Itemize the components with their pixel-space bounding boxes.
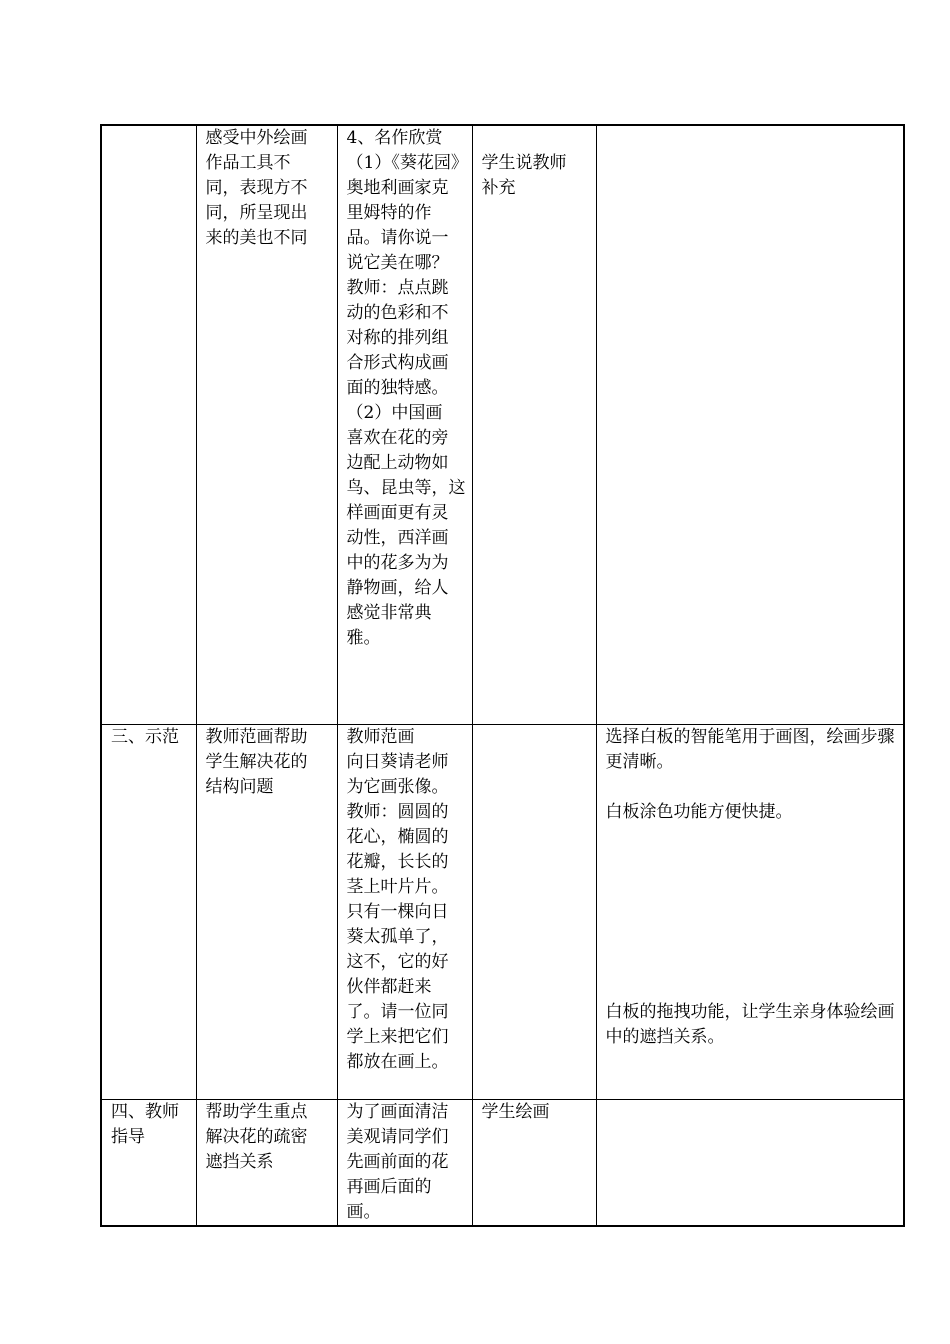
text-line: 学上来把它们 (346, 1027, 449, 1047)
text-line: 伙伴都赶来 (346, 977, 432, 997)
text-line: 样画面更有灵 (346, 503, 449, 523)
text-line: 茎上叶片片。 (346, 877, 449, 897)
stage-cell (101, 725, 196, 1100)
text-line: 补充 (481, 178, 516, 198)
paragraph-gap (606, 825, 896, 850)
tech-use-cell (596, 125, 904, 725)
text-line: 来的美也不同 (205, 228, 308, 248)
teacher-activity-cell (337, 1100, 472, 1227)
text-line: 同，所呈现出 (205, 203, 308, 223)
text-line: （2）中国画 (346, 403, 443, 423)
text-line: 都放在画上。 (346, 1052, 449, 1072)
text-line: 静物画，给人 (346, 578, 449, 598)
text-line: 四、教师 (111, 1102, 179, 1122)
tech-use-cell (596, 1100, 904, 1227)
text-line: 中的花多为为 (346, 553, 449, 573)
paragraph-gap (606, 875, 896, 900)
table-row (101, 725, 904, 1100)
paragraph-gap (606, 850, 896, 875)
student-activity-cell (472, 725, 596, 1100)
text-line: 说它美在哪？ (346, 253, 449, 273)
text-line: 先画前面的花 (346, 1152, 449, 1172)
text-line: 作品工具不 (205, 153, 291, 173)
stage-cell (101, 1100, 196, 1227)
text-line: 鸟、昆虫等，这 (346, 478, 466, 498)
text-line: 动的色彩和不 (346, 303, 449, 323)
text-line: 结构问题 (205, 777, 274, 797)
text-line: 白板涂色功能方便快捷。 (605, 802, 793, 822)
text-line: 学生说教师 (481, 153, 567, 173)
text-line: 三、示范 (111, 727, 179, 747)
text-line: 白板的拖拽功能，让学生亲身体验绘画中的遮挡关系。 (605, 1002, 895, 1047)
text-line: 合形式构成画 (346, 353, 449, 373)
paragraph-gap (606, 975, 896, 1000)
goal-cell (196, 125, 337, 725)
text-line: 同，表现方不 (205, 178, 308, 198)
text-line: 画。 (346, 1202, 381, 1222)
text-line: 边配上动物如 (346, 453, 449, 473)
text-line: 美观请同学们 (346, 1127, 449, 1147)
text-line: 面的独特感。 (346, 378, 449, 398)
text-line: 感受中外绘画 (205, 128, 308, 148)
table-row (101, 125, 904, 725)
goal-cell (196, 1100, 337, 1227)
text-line: 葵太孤单了， (346, 927, 449, 947)
student-activity-cell (472, 1100, 596, 1227)
paragraph-gap (606, 775, 896, 800)
text-line: 这不，它的好 (346, 952, 449, 972)
text-line: 了。请一位同 (346, 1002, 449, 1022)
text-line: 指导 (111, 1127, 145, 1147)
text-line: 解决花的疏密 (205, 1127, 308, 1147)
text-line: 教师：点点跳 (346, 278, 449, 298)
lesson-plan-table (100, 124, 905, 1227)
text-line: 里姆特的作 (346, 203, 432, 223)
text-line: 再画后面的 (346, 1177, 432, 1197)
text-line: 帮助学生重点 (205, 1102, 308, 1122)
text-line: 学生解决花的 (205, 752, 308, 772)
text-line: 动性，西洋画 (346, 528, 449, 548)
table-row (101, 1100, 904, 1227)
stage-cell (101, 125, 196, 725)
student-activity-cell (472, 125, 596, 725)
paragraph-gap (606, 900, 896, 925)
text-line: 只有一棵向日 (346, 902, 449, 922)
text-line: 雅。 (346, 628, 381, 648)
tech-use-cell (596, 725, 904, 1100)
text-line: 感觉非常典 (346, 603, 432, 623)
text-line: 遮挡关系 (205, 1152, 274, 1172)
text-line: 喜欢在花的旁 (346, 428, 449, 448)
text-line: 学生绘画 (481, 1102, 550, 1122)
paragraph-gap (606, 950, 896, 975)
teacher-activity-cell (337, 125, 472, 725)
text-line: 花瓣，长长的 (346, 852, 449, 872)
text-line: 教师范画 (346, 727, 415, 747)
text-line: 选择白板的智能笔用于画图，绘画步骤更清晰。 (605, 727, 895, 772)
paragraph-gap (606, 925, 896, 950)
text-line: 4、名作欣赏 (346, 128, 443, 148)
text-line: 教师范画帮助 (205, 727, 308, 747)
text-line: 奥地利画家克 (346, 178, 449, 198)
text-line: 花心，椭圆的 (346, 827, 449, 847)
text-line: 教师：圆圆的 (346, 802, 449, 822)
text-line: 为了画面清洁 (346, 1102, 449, 1122)
text-line: 向日葵请老师 (346, 752, 449, 772)
teacher-activity-cell (337, 725, 472, 1100)
goal-cell (196, 725, 337, 1100)
text-line: 对称的排列组 (346, 328, 449, 348)
text-line: （1）《葵花园》 (346, 153, 468, 173)
text-line: 品。请你说一 (346, 228, 449, 248)
text-line: 为它画张像。 (346, 777, 449, 797)
